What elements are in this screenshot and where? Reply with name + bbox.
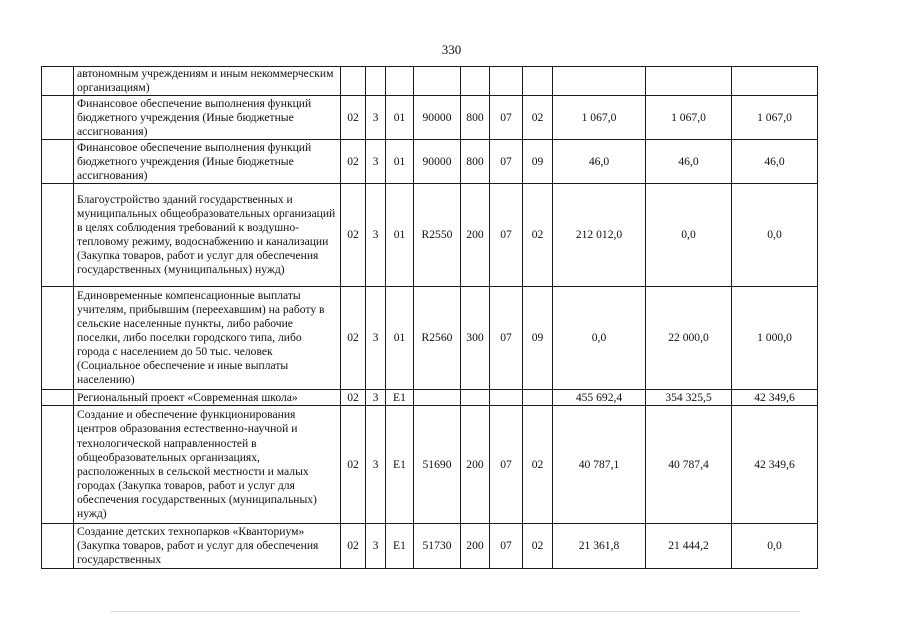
- amount-year-2: 40 787,4: [646, 406, 732, 524]
- amount-year-3: 1 000,0: [732, 287, 818, 390]
- row-number-cell: [42, 67, 74, 96]
- code-gp: 02: [341, 390, 366, 406]
- code-rz: 07: [490, 406, 523, 524]
- expenditure-name: Единовременные компенсационные выплаты учителям, прибывшим (переехавшим) на работу в сельские населенные пункты, либо рабочие поселки, либо поселки городского типа, либо города с населением до 50 тыс. человек (Социальное обеспечение и иные выплаты населению): [74, 287, 341, 390]
- row-number-cell: [42, 140, 74, 184]
- code-vr: 200: [461, 406, 490, 524]
- expenditure-name: автономным учреждениям и иным некоммерческим организациям): [74, 67, 341, 96]
- code-gp: [341, 67, 366, 96]
- code-gp: 02: [341, 406, 366, 524]
- expenditure-name: Создание и обеспечение функционирования центров образования естественно-научной и технологической направленностей в общеобразовательных организациях, расположенных в сельской местности и малых городах (Закупка товаров, работ и услуг для обеспечения государственных (муниципальных) нужд): [74, 406, 341, 524]
- amount-year-2: 354 325,5: [646, 390, 732, 406]
- code-pgp: 3: [366, 524, 386, 569]
- code-rz: 07: [490, 96, 523, 140]
- code-pr: 02: [523, 524, 553, 569]
- code-pgp: [366, 67, 386, 96]
- code-rz: [490, 67, 523, 96]
- code-gp: 02: [341, 184, 366, 287]
- amount-year-2: 1 067,0: [646, 96, 732, 140]
- code-vr: [461, 390, 490, 406]
- amount-year-1: 46,0: [553, 140, 646, 184]
- code-om: 01: [386, 140, 414, 184]
- code-direction: 51690: [414, 406, 461, 524]
- amount-year-3: 42 349,6: [732, 390, 818, 406]
- amount-year-2: [646, 67, 732, 96]
- table-row: [42, 287, 818, 390]
- code-pgp: 3: [366, 406, 386, 524]
- table-row: [42, 140, 818, 184]
- code-pr: [523, 390, 553, 406]
- code-gp: 02: [341, 287, 366, 390]
- amount-year-1: 0,0: [553, 287, 646, 390]
- table-row: [42, 524, 818, 569]
- code-rz: 07: [490, 287, 523, 390]
- amount-year-3: 0,0: [732, 184, 818, 287]
- row-number-cell: [42, 96, 74, 140]
- code-direction: [414, 390, 461, 406]
- amount-year-3: 42 349,6: [732, 406, 818, 524]
- table-row: [42, 184, 818, 287]
- code-om: 01: [386, 287, 414, 390]
- expenditure-name: Финансовое обеспечение выполнения функций бюджетного учреждения (Иные бюджетные ассигнования): [74, 140, 341, 184]
- code-gp: 02: [341, 140, 366, 184]
- code-pr: 09: [523, 287, 553, 390]
- code-om: E1: [386, 524, 414, 569]
- code-rz: [490, 390, 523, 406]
- code-vr: 200: [461, 184, 490, 287]
- code-rz: 07: [490, 184, 523, 287]
- amount-year-1: 455 692,4: [553, 390, 646, 406]
- code-rz: 07: [490, 524, 523, 569]
- code-pgp: 3: [366, 140, 386, 184]
- amount-year-2: 21 444,2: [646, 524, 732, 569]
- amount-year-1: 1 067,0: [553, 96, 646, 140]
- code-pgp: 3: [366, 96, 386, 140]
- budget-table: [41, 66, 818, 569]
- code-direction: R2560: [414, 287, 461, 390]
- code-pr: 02: [523, 96, 553, 140]
- code-vr: 200: [461, 524, 490, 569]
- table-row: [42, 67, 818, 96]
- expenditure-name: Региональный проект «Современная школа»: [74, 390, 341, 406]
- table-row: [42, 96, 818, 140]
- amount-year-1: [553, 67, 646, 96]
- code-pgp: 3: [366, 184, 386, 287]
- amount-year-3: 1 067,0: [732, 96, 818, 140]
- code-pr: 09: [523, 140, 553, 184]
- code-om: [386, 67, 414, 96]
- code-direction: 90000: [414, 96, 461, 140]
- expenditure-name: Создание детских технопарков «Кванториум» (Закупка товаров, работ и услуг для обеспечения государственных: [74, 524, 341, 569]
- expenditure-name: Благоустройство зданий государственных и муниципальных общеобразовательных организаций в целях соблюдения требований к воздушно-тепловому режиму, водоснабжению и канализации (Закупка товаров, работ и услуг для обеспечения государственных (муниципальных) нужд): [74, 184, 341, 287]
- expenditure-name: Финансовое обеспечение выполнения функций бюджетного учреждения (Иные бюджетные ассигнования): [74, 96, 341, 140]
- row-number-cell: [42, 390, 74, 406]
- code-vr: 800: [461, 140, 490, 184]
- code-om: 01: [386, 184, 414, 287]
- code-pr: [523, 67, 553, 96]
- row-number-cell: [42, 406, 74, 524]
- row-number-cell: [42, 287, 74, 390]
- code-direction: R2550: [414, 184, 461, 287]
- amount-year-2: 46,0: [646, 140, 732, 184]
- code-pgp: 3: [366, 390, 386, 406]
- code-pr: 02: [523, 184, 553, 287]
- row-number-cell: [42, 184, 74, 287]
- amount-year-1: 21 361,8: [553, 524, 646, 569]
- amount-year-3: [732, 67, 818, 96]
- table-row: [42, 406, 818, 524]
- code-direction: 51730: [414, 524, 461, 569]
- code-om: E1: [386, 390, 414, 406]
- code-direction: 90000: [414, 140, 461, 184]
- code-om: E1: [386, 406, 414, 524]
- amount-year-3: 0,0: [732, 524, 818, 569]
- amount-year-1: 40 787,1: [553, 406, 646, 524]
- code-vr: 800: [461, 96, 490, 140]
- amount-year-2: 0,0: [646, 184, 732, 287]
- row-number-cell: [42, 524, 74, 569]
- amount-year-3: 46,0: [732, 140, 818, 184]
- table-body: [42, 67, 818, 569]
- code-vr: 300: [461, 287, 490, 390]
- code-pgp: 3: [366, 287, 386, 390]
- code-om: 01: [386, 96, 414, 140]
- code-direction: [414, 67, 461, 96]
- code-vr: [461, 67, 490, 96]
- amount-year-2: 22 000,0: [646, 287, 732, 390]
- page-number: 330: [441, 42, 462, 57]
- code-pr: 02: [523, 406, 553, 524]
- code-gp: 02: [341, 96, 366, 140]
- code-gp: 02: [341, 524, 366, 569]
- table-row: [42, 390, 818, 406]
- scan-artifact-line: [110, 611, 800, 612]
- code-rz: 07: [490, 140, 523, 184]
- amount-year-1: 212 012,0: [553, 184, 646, 287]
